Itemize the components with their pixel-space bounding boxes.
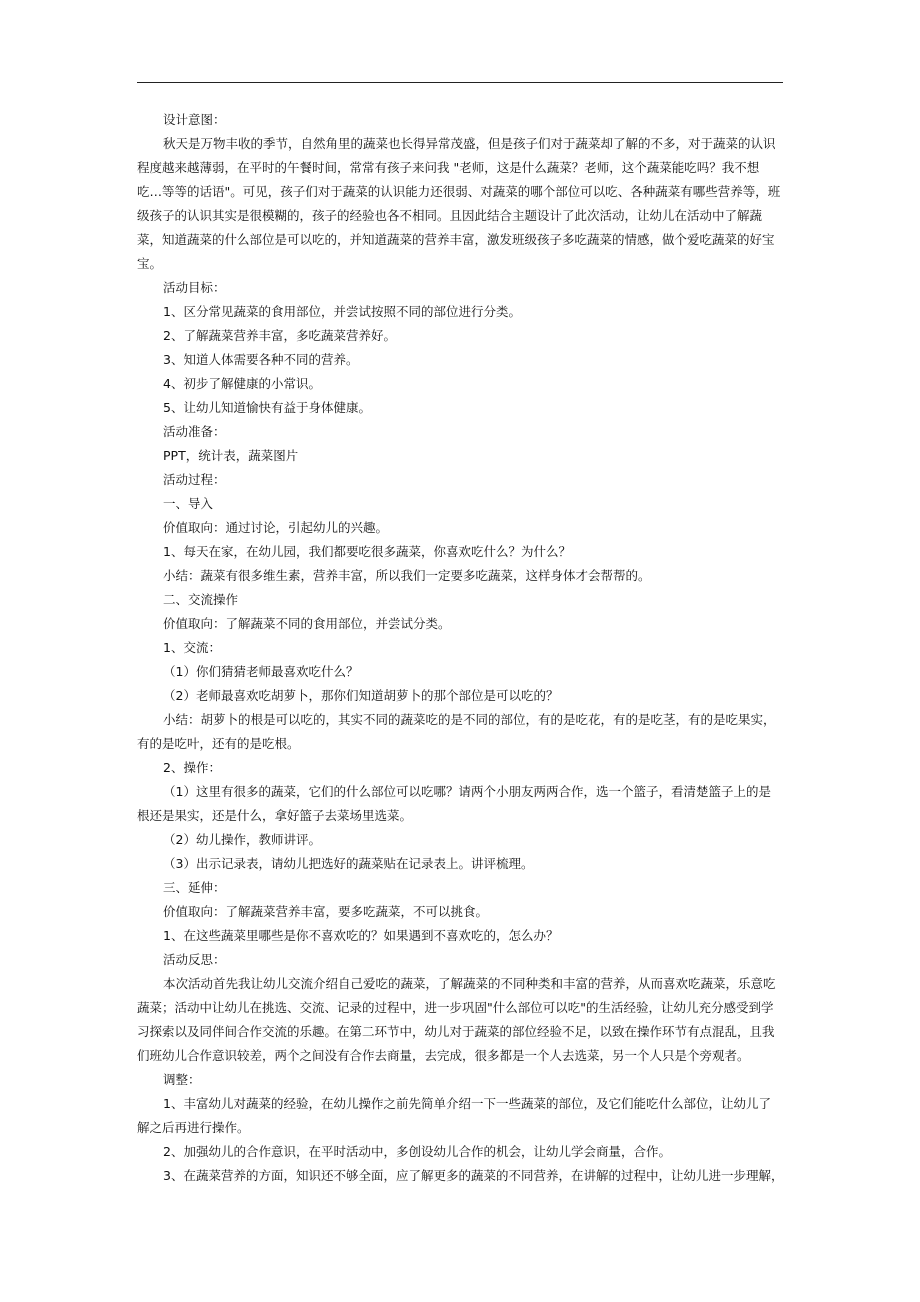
process-heading: 活动过程： — [163, 472, 226, 487]
part2-operate-3: （3）出示记录表，请幼儿把选好的蔬菜贴在记录表上。讲评梳理。 — [163, 856, 534, 871]
goal-item-2: 2、了解蔬菜营养丰富，多吃蔬菜营养好。 — [163, 328, 396, 343]
part2-exchange-title: 1、交流： — [163, 640, 221, 655]
goal-item-1: 1、区分常见蔬菜的食用部位，并尝试按照不同的部位进行分类。 — [163, 304, 521, 319]
part1-question: 1、每天在家，在幼儿园，我们都要吃很多蔬菜，你喜欢吃什么？为什么？ — [163, 544, 571, 559]
document-body — [137, 108, 783, 1188]
part2-operate-1: （1）这里有很多的蔬菜，它们的什么部位可以吃哪？请两个小朋友两两合作，选一个篮子，看清楚篮子上的是根还是果实，还是什么，拿好篮子去菜场里选菜。 — [137, 784, 771, 823]
prep-body: PPT，统计表，蔬菜图片 — [163, 448, 299, 463]
part1-value: 价值取向：通过讨论，引起幼儿的兴趣。 — [163, 520, 389, 535]
adjust-item-3: 3、在蔬菜营养的方面，知识还不够全面，应了解更多的蔬菜的不同营养，在讲解的过程中，让幼儿进一步理解， — [163, 1168, 783, 1183]
adjust-heading: 调整： — [163, 1072, 201, 1087]
part2-exchange-2: （2）老师最喜欢吃胡萝卜，那你们知道胡萝卜的那个部位是可以吃的？ — [163, 688, 559, 703]
reflection-paragraph: 本次活动首先我让幼儿交流介绍自己爱吃的蔬菜，了解蔬菜的不同种类和丰富的营养，从而喜欢吃蔬菜，乐意吃蔬菜；活动中让幼儿在挑选、交流、记录的过程中，进一步巩固"什么部位可以吃"的生活经验，让幼儿充分感受到学习探索以及同伴间合作交流的乐趣。在第二环节中，幼儿对于蔬菜的部位经验不足，以致在操作环节有点混乱，且我们班幼儿合作意识较差，两个之间没有合作去商量，去完成，很多都是一个人去选菜，另一个人只是个旁观者。 — [137, 976, 776, 1063]
part3-question: 1、在这些蔬菜里哪些是你不喜欢吃的？如果遇到不喜欢吃的，怎么办？ — [163, 928, 559, 943]
part2-summary: 小结：胡萝卜的根是可以吃的，其实不同的蔬菜吃的是不同的部位，有的是吃花，有的是吃茎，有的是吃果实，有的是吃叶，还有的是吃根。 — [137, 712, 776, 751]
intent-heading: 设计意图： — [163, 112, 226, 127]
goal-item-4: 4、初步了解健康的小常识。 — [163, 376, 321, 391]
goal-item-3: 3、知道人体需要各种不同的营养。 — [163, 352, 359, 367]
part2-title: 二、交流操作 — [163, 592, 239, 607]
reflection-heading: 活动反思： — [163, 952, 226, 967]
adjust-item-2: 2、加强幼儿的合作意识，在平时活动中，多创设幼儿合作的机会，让幼儿学会商量，合作。 — [163, 1144, 671, 1159]
goals-heading: 活动目标： — [163, 280, 226, 295]
goal-item-5: 5、让幼儿知道愉快有益于身体健康。 — [163, 400, 371, 415]
part2-value: 价值取向：了解蔬菜不同的食用部位，并尝试分类。 — [163, 616, 451, 631]
part2-operate-2: （2）幼儿操作，教师讲评。 — [163, 832, 321, 847]
adjust-item-1: 1、丰富幼儿对蔬菜的经验，在幼儿操作之前先简单介绍一下一些蔬菜的部位，及它们能吃什么部位，让幼儿了解之后再进行操作。 — [137, 1096, 771, 1135]
part3-title: 三、延伸： — [163, 880, 226, 895]
part1-summary: 小结：蔬菜有很多维生素，营养丰富，所以我们一定要多吃蔬菜，这样身体才会帮帮的。 — [163, 568, 651, 583]
part3-value: 价值取向：了解蔬菜营养丰富，要多吃蔬菜，不可以挑食。 — [163, 904, 489, 919]
part1-title: 一、导入 — [163, 496, 214, 511]
part2-exchange-1: （1）你们猜猜老师最喜欢吃什么？ — [163, 664, 359, 679]
header-rule — [137, 82, 783, 83]
prep-heading: 活动准备： — [163, 424, 226, 439]
part2-operate-title: 2、操作： — [163, 760, 221, 775]
intent-paragraph: 秋天是万物丰收的季节，自然角里的蔬菜也长得异常茂盛，但是孩子们对于蔬菜却了解的不多，对于蔬菜的认识程度越来越薄弱，在平时的午餐时间，常常有孩子来问我 "老师，这是什么蔬菜？老师，这个蔬菜能吃吗？我不想吃…等等的话语"。可见，孩子们对于蔬菜的认识能力还很弱、对蔬菜的哪个部位可以吃、各种蔬菜有哪些营养等，班级孩子的认识其实是很模糊的，孩子的经验也各不相同。且因此结合主题设计了此次活动，让幼儿在活动中了解蔬菜，知道蔬菜的什么部位是可以吃的，并知道蔬菜的营养丰富，激发班级孩子多吃蔬菜的情感，做个爱吃蔬菜的好宝宝。 — [137, 136, 781, 271]
